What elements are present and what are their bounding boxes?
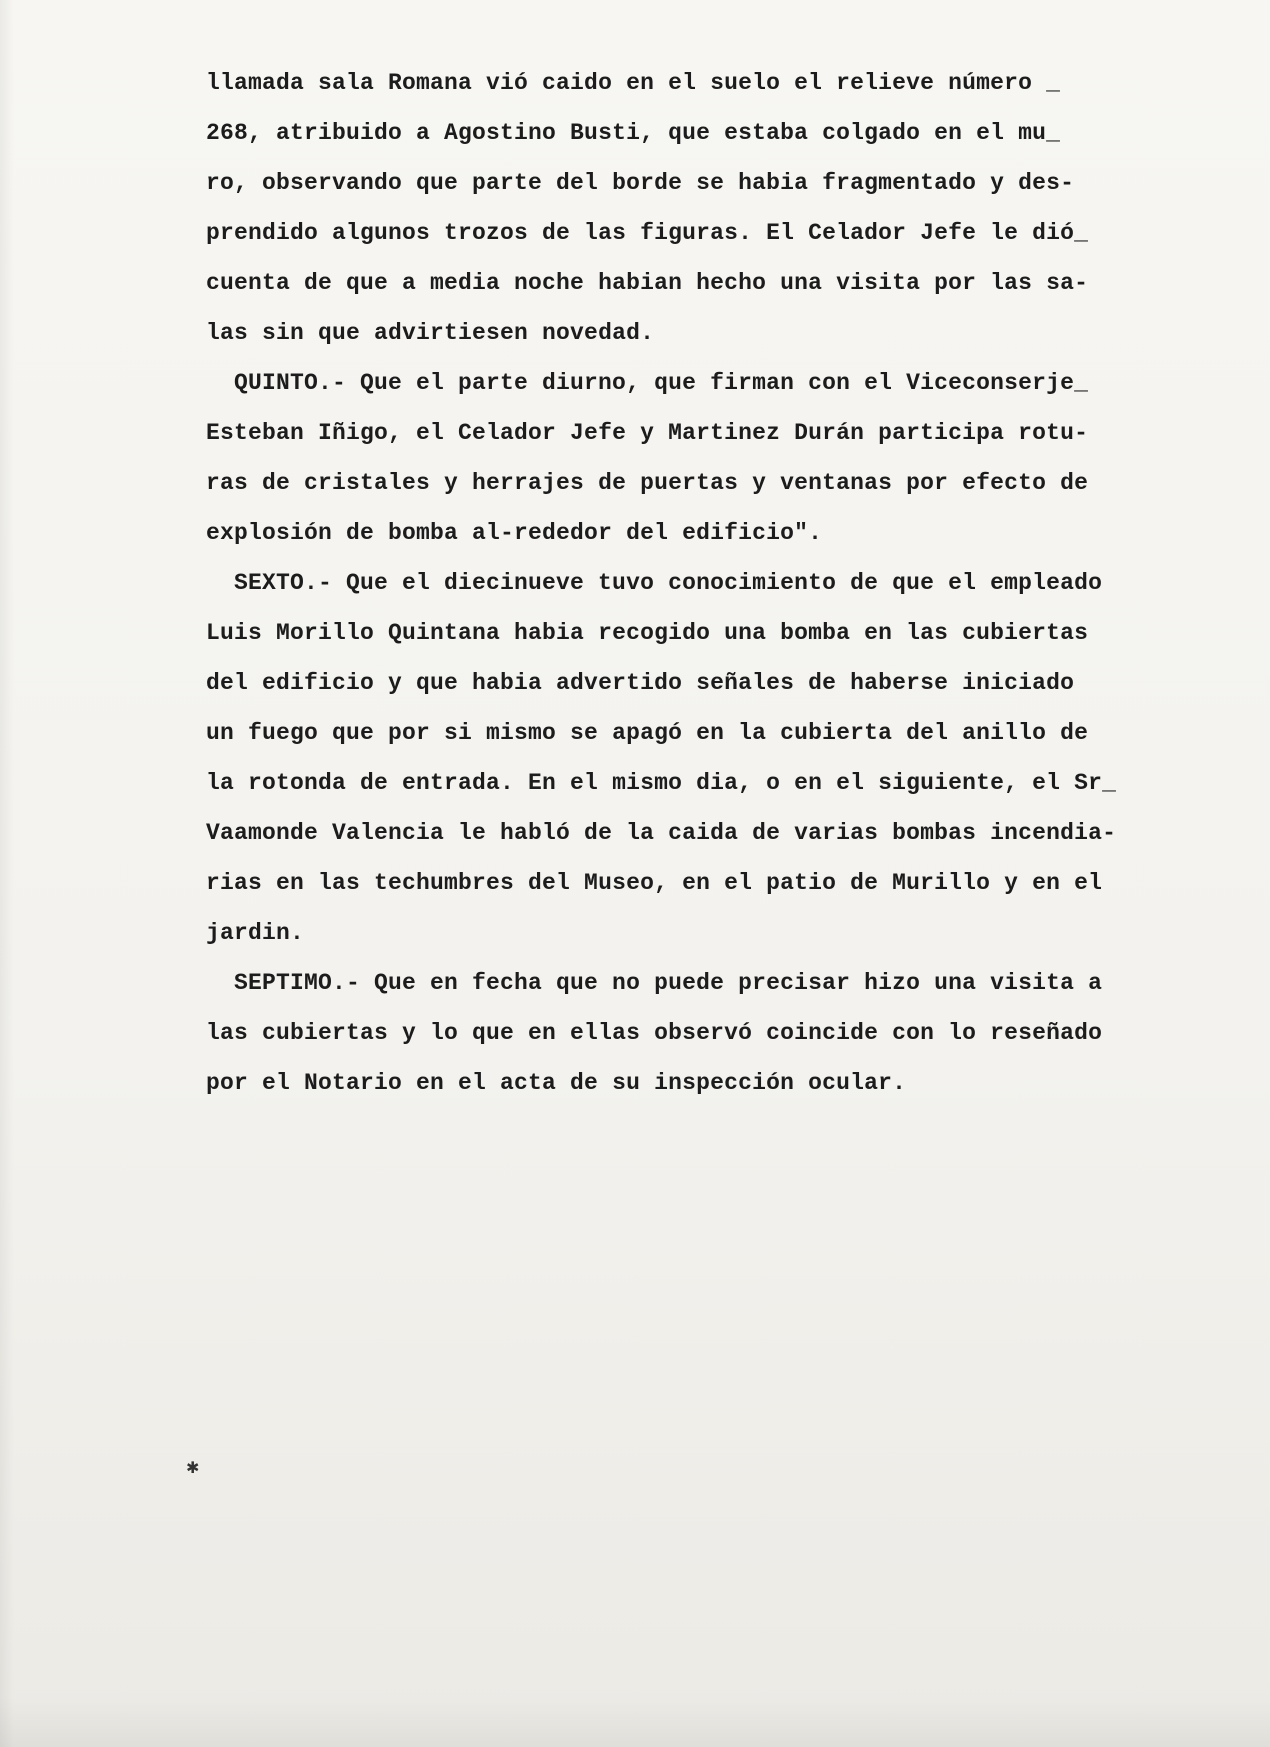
text-line: explosión de bomba al-rededor del edificio". <box>206 520 823 546</box>
text-line: rias en las techumbres del Museo, en el patio de Murillo y en el <box>206 870 1103 896</box>
text-line: las sin que advirtiesen novedad. <box>206 320 655 346</box>
text-line: jardin. <box>206 920 305 946</box>
text-line: ro, observando que parte del borde se habia fragmentado y des- <box>206 170 1075 196</box>
text-line: Luis Morillo Quintana habia recogido una bomba en las cubiertas <box>206 620 1089 646</box>
text-line: un fuego que por si mismo se apagó en la cubierta del anillo de <box>206 720 1089 746</box>
text-line: ras de cristales y herrajes de puertas y ventanas por efecto de <box>206 470 1089 496</box>
text-line: Vaamonde Valencia le habló de la caida de varias bombas incendia- <box>206 820 1117 846</box>
text-line: cuenta de que a media noche habian hecho una visita por las sa- <box>206 270 1089 296</box>
text-line: prendido algunos trozos de las figuras. El Celador Jefe le dió_ <box>206 220 1089 246</box>
text-line: 268, atribuido a Agostino Busti, que estaba colgado en el mu_ <box>206 120 1061 146</box>
text-line: Esteban Iñigo, el Celador Jefe y Martinez Durán participa rotu- <box>206 420 1089 446</box>
text-line: del edificio y que habia advertido señales de haberse iniciado <box>206 670 1075 696</box>
text-line: por el Notario en el acta de su inspección ocular. <box>206 1070 907 1096</box>
text-line: la rotonda de entrada. En el mismo dia, o en el siguiente, el Sr_ <box>206 770 1117 796</box>
ink-speck-mark: ✱ <box>186 1458 200 1477</box>
text-line: llamada sala Romana vió caido en el suelo el relieve número _ <box>206 70 1061 96</box>
page-bottom-shading <box>0 1697 1270 1747</box>
page-edge-shadow <box>0 0 14 1747</box>
text-line: las cubiertas y lo que en ellas observó coincide con lo reseñado <box>206 1020 1103 1046</box>
paragraph-quinto-start: QUINTO.- Que el parte diurno, que firman con el Viceconserje_ <box>234 370 1089 396</box>
paragraph-septimo-start: SEPTIMO.- Que en fecha que no puede precisar hizo una visita a <box>234 970 1103 996</box>
paragraph-sexto-start: SEXTO.- Que el diecinueve tuvo conocimiento de que el empleado <box>234 570 1103 596</box>
